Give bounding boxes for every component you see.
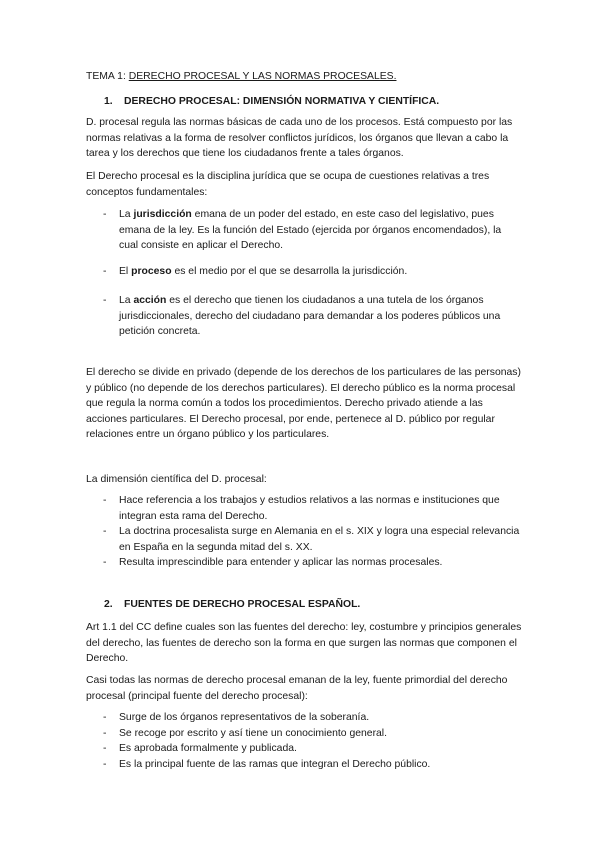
law-item xyxy=(86,757,522,773)
bullet-dash: - xyxy=(103,727,107,739)
concepts-list xyxy=(86,207,522,254)
section-2-paragraph-2: Casi todas las normas de derecho procesal emanan de la ley, fuente primordial del derecho procesal (principal fuente del derecho procesal): xyxy=(86,675,508,702)
concepts-list-2 xyxy=(86,264,522,280)
science-item xyxy=(86,524,522,555)
bullet-dash: - xyxy=(103,758,107,770)
concept-pre: El xyxy=(119,266,132,277)
concept-text: es el derecho que tienen los ciudadanos a una tutela de los órganos jurisdiccionales, derecho del ciudadano para demandar a los poderes públicos una petición concreta. xyxy=(119,295,501,337)
law-item-text: Se recoge por escrito y así tiene un conocimiento general. xyxy=(119,727,388,739)
concept-item-jurisdiccion xyxy=(86,207,522,254)
concept-term: acción xyxy=(133,295,167,306)
concept-term: proceso xyxy=(131,266,172,277)
bullet-dash: - xyxy=(103,526,107,537)
law-list xyxy=(86,710,522,772)
section-1-heading xyxy=(104,94,439,110)
law-item xyxy=(86,710,522,726)
science-item-text: La doctrina procesalista surge en Alemania en el s. XIX y logra una especial relevancia en España en la segunda mitad del s. XX. xyxy=(119,526,520,553)
law-item-text: Es la principal fuente de las ramas que integran el Derecho público. xyxy=(119,758,431,770)
section-1-paragraph-1: D. procesal regula las normas básicas de cada uno de los procesos. Está compuesto por las normas relativas a la forma de resolver conflictos jurídicos, los órganos que llevan a cabo la tarea y los derechos que tiene los ciudadanos frente a tales órganos. xyxy=(86,117,513,159)
science-item-text: Resulta imprescindible para entender y aplicar las normas procesales. xyxy=(119,557,443,568)
science-item-text: Hace referencia a los trabajos y estudios relativos a las normas e instituciones que integran esta rama del Derecho. xyxy=(119,495,500,522)
law-item-text: Surge de los órganos representativos de la soberanía. xyxy=(119,712,370,723)
section-2-heading xyxy=(104,597,360,613)
law-item-text: Es aprobada formalmente y publicada. xyxy=(119,743,297,754)
science-list xyxy=(86,493,522,571)
bullet-dash: - xyxy=(103,295,107,306)
bullet-dash: - xyxy=(103,743,107,754)
bullet-dash: - xyxy=(103,712,107,723)
section-1-number: 1. xyxy=(104,96,113,107)
bullet-dash: - xyxy=(103,557,107,568)
bullet-dash: - xyxy=(103,209,107,220)
concept-item-accion xyxy=(86,293,522,340)
title-underlined: DERECHO PROCESAL Y LAS NORMAS PROCESALES. xyxy=(128,71,397,82)
science-item xyxy=(86,555,522,571)
concept-text: es el medio por el que se desarrolla la jurisdicción. xyxy=(171,266,408,277)
concept-pre: La xyxy=(119,295,134,306)
bullet-dash: - xyxy=(103,495,107,506)
title-prefix: TEMA 1: xyxy=(86,71,129,82)
section-2-title: FUENTES DE DERECHO PROCESAL ESPAÑOL. xyxy=(124,599,361,610)
law-item xyxy=(86,726,522,742)
concepts-list-3 xyxy=(86,293,522,340)
document-title xyxy=(86,69,522,85)
section-1-paragraph-2: El Derecho procesal es la disciplina jurídica que se ocupa de cuestiones relativas a tres conceptos fundamentales: xyxy=(86,171,490,198)
concept-item-proceso xyxy=(86,264,522,280)
section-1-paragraph-3: El derecho se divide en privado (depende de los derechos de los particulares de las personas) y público (no depende de los derechos particulares). El derecho público es la norma procesal que regula la norma común a todos los procedimientos. Derecho privado atiende a las acciones particulares. El Derecho procesal, por ende, pertenece al D. público por regular relaciones entre un órgano público y los particulares. xyxy=(86,367,521,440)
section-2-number: 2. xyxy=(104,599,113,610)
science-item xyxy=(86,493,522,524)
concept-pre: La xyxy=(119,209,134,220)
section-1-title: DERECHO PROCESAL: DIMENSIÓN NORMATIVA Y CIENTÍFICA. xyxy=(124,96,440,107)
bullet-dash: - xyxy=(103,266,107,277)
concept-term: jurisdicción xyxy=(133,209,192,220)
law-item xyxy=(86,741,522,757)
concept-text: emana de un poder del estado, en este caso del legislativo, pues emana de la ley. Es la función del Estado (ejercida por órganos encomendados), la cual consiste en aplicar el Derecho. xyxy=(119,209,502,251)
section-1-paragraph-4: La dimensión científica del D. procesal: xyxy=(86,474,267,485)
section-2-paragraph-1: Art 1.1 del CC define cuales son las fuentes del derecho: ley, costumbre y principios generales del derecho, las fuentes de derecho son la forma en que surgen las normas que componen el Derecho. xyxy=(86,622,522,664)
